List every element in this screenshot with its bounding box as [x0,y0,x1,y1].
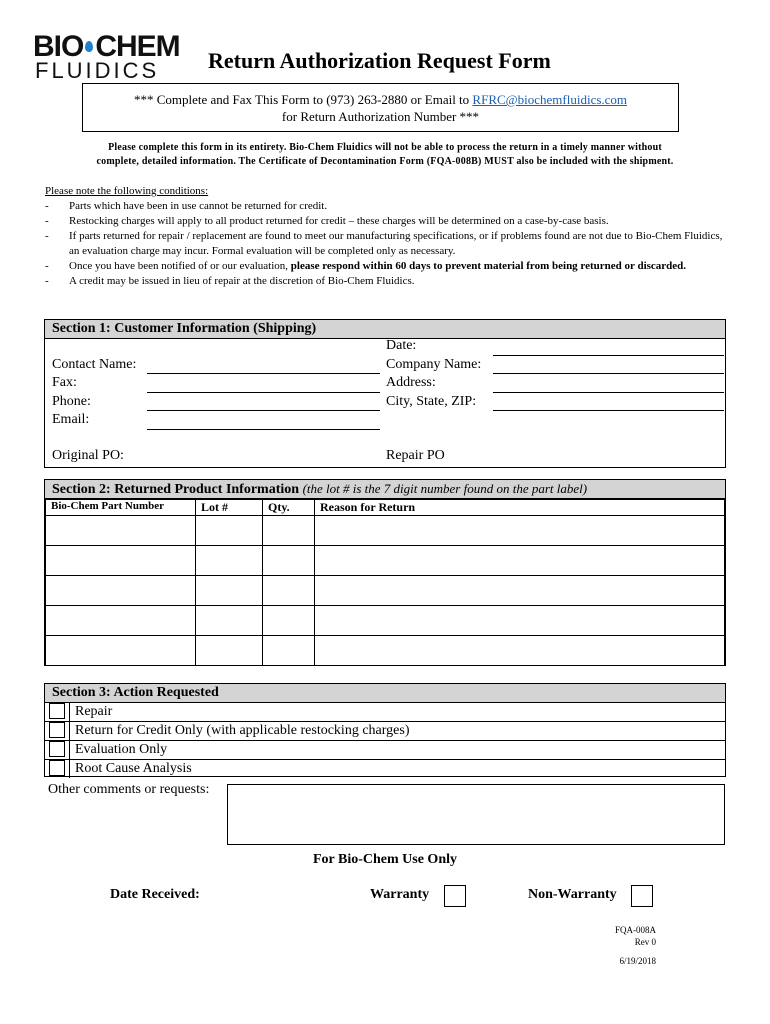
date-label: Date: [386,338,417,353]
action-option-root-cause[interactable] [45,760,725,778]
table-cell[interactable] [263,516,315,546]
action-option-evaluation[interactable] [45,741,725,760]
condition-item: - If parts returned for repair / replacement are found to meet our manufacturing specifications, or if problems found are not due to Bio-Chem Fluidics, an evaluation charge may incur. Formal evaluation will be completed only as necessary. [45,229,735,259]
table-cell[interactable] [196,546,263,576]
section1-heading: Section 1: Customer Information (Shipping) [45,320,725,339]
phone-field[interactable] [147,410,380,411]
warranty-checkbox[interactable] [444,885,466,907]
page-title: Return Authorization Request Form [208,48,551,73]
condition-item: - A credit may be issued in lieu of repair at the discretion of Bio-Chem Fluidics. [45,274,735,289]
root-cause-checkbox[interactable] [49,760,65,776]
date-received-label: Date Received: [110,887,200,902]
table-cell[interactable] [46,636,196,666]
warranty-label: Warranty [370,887,430,902]
notice-box [82,83,679,132]
comments-label: Other comments or requests: [48,782,210,797]
comments-input[interactable] [227,784,725,845]
water-drop-icon [85,41,93,52]
table-cell[interactable] [315,516,725,546]
column-header: Reason for Return [315,500,725,516]
table-cell[interactable] [46,576,196,606]
contact-name-label: Contact Name: [52,357,137,372]
city-state-zip-field[interactable] [493,410,724,411]
condition-item-text: Once you have been notified of or our evaluation, [69,260,291,272]
non-warranty-label: Non-Warranty [528,887,617,902]
section-customer-info [44,319,726,468]
non-warranty-checkbox[interactable] [631,885,653,907]
notice-line1: *** Complete and Fax This Form to (973) 263-2880 or Email to [133,92,473,107]
fax-field[interactable] [147,392,380,393]
condition-item: - Parts which have been in use cannot be returned for credit. [45,199,735,214]
action-option-repair[interactable] [45,703,725,722]
contact-name-field[interactable] [147,373,380,374]
address-label: Address: [386,375,436,390]
footer-info [560,924,656,967]
column-header: Bio-Chem Part Number [46,500,196,516]
table-cell[interactable] [196,576,263,606]
address-field[interactable] [493,392,724,393]
logo-text-bio: BIO [33,30,84,63]
table-row [46,636,725,666]
company-name-field[interactable] [493,373,724,374]
table-cell[interactable] [263,636,315,666]
column-header: Lot # [196,500,263,516]
email-label: Email: [52,412,90,427]
company-logo [33,30,180,63]
section2-note: (the lot # is the 7 digit number found on the part label) [302,481,588,496]
condition-item: - Restocking charges will apply to all product returned for credit – these charges will be determined on a case-by-case basis. [45,214,735,229]
instructions [45,141,725,169]
table-cell[interactable] [315,576,725,606]
table-cell[interactable] [46,546,196,576]
company-name-label: Company Name: [386,357,482,372]
instructions-line2: complete, detailed information. The Certificate of Decontamination Form (FQA-008B) MUST also be included with the shipment. [96,156,674,167]
table-cell[interactable] [196,516,263,546]
table-cell[interactable] [315,546,725,576]
action-label: Evaluation Only [75,742,168,757]
logo-subtext: FLUIDICS [35,58,160,83]
evaluation-checkbox[interactable] [49,741,65,757]
table-header-row [46,500,725,516]
section2-heading [45,480,725,499]
condition-item [45,259,735,274]
table-row [46,516,725,546]
section-action-requested [44,683,726,777]
action-label: Repair [75,704,113,719]
section-product-info [44,479,726,666]
table-cell[interactable] [315,636,725,666]
action-option-credit[interactable] [45,722,725,741]
phone-label: Phone: [52,394,91,409]
repair-checkbox[interactable] [49,703,65,719]
table-cell[interactable] [46,516,196,546]
footer-doc-number: FQA-008A [614,925,656,935]
conditions-heading: Please note the following conditions: [45,185,209,197]
table-cell[interactable] [315,606,725,636]
condition-item-bold: please respond within 60 days to prevent material from being returned or discarded. [290,260,687,272]
office-use-heading: For Bio-Chem Use Only [312,852,457,867]
footer-revision: Rev 0 [634,937,656,947]
table-row [46,546,725,576]
section2-title: Section 2: Returned Product Information [52,482,300,497]
footer-date: 6/19/2018 [619,956,656,966]
email-link[interactable]: RFRC@biochemfluidics.com [472,92,628,107]
product-table [45,499,725,666]
instructions-line1: Please complete this form in its entirety. Bio-Chem Fluidics will not be able to process the return in a timely manner without [108,142,662,153]
credit-checkbox[interactable] [49,722,65,738]
table-cell[interactable] [196,636,263,666]
table-row [46,606,725,636]
table-row [46,576,725,606]
email-field[interactable] [147,429,380,430]
city-state-zip-label: City, State, ZIP: [386,394,477,409]
date-field[interactable] [493,355,724,356]
table-cell[interactable] [263,546,315,576]
conditions-list [45,184,735,289]
table-cell[interactable] [196,606,263,636]
table-cell[interactable] [263,576,315,606]
action-label: Return for Credit Only (with applicable restocking charges) [75,723,410,738]
repair-po-label: Repair PO [386,448,445,463]
table-cell[interactable] [263,606,315,636]
column-header: Qty. [263,500,315,516]
original-po-label: Original PO: [52,448,124,463]
section3-heading: Section 3: Action Requested [45,684,725,703]
notice-line2: for Return Authorization Number *** [281,109,480,124]
logo-text-chem: CHEM [95,30,180,63]
action-label: Root Cause Analysis [75,761,192,776]
fax-label: Fax: [52,375,77,390]
table-cell[interactable] [46,606,196,636]
